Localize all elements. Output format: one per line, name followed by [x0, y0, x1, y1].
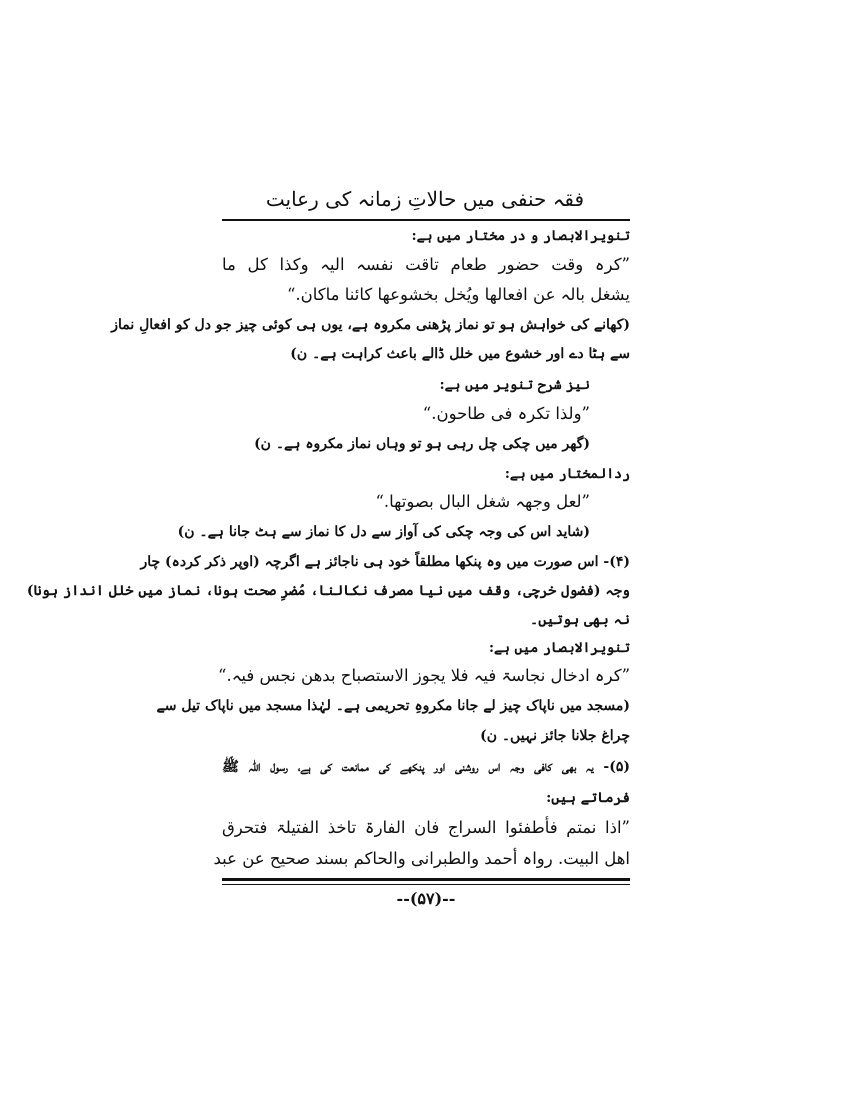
source-heading: نیز شرح تنویر میں ہے:	[439, 377, 590, 393]
arabic-hadith-line: ”اذا نمتم فأطفئوا السراج فان الفارۃ تاخذ الفتیلۃ فتحرق	[222, 818, 630, 837]
urdu-translation-line: چراغ جلانا جائز نہیں۔ ن)	[480, 728, 630, 744]
numbered-paragraph-line: فرماتے ہیں:	[546, 790, 630, 806]
running-header: فقہ حنفی میں حالاتِ زمانہ کی رعایت	[265, 187, 585, 211]
urdu-translation-line: سے ہٹا دے اور خشوع میں خلل ڈالے باعث کراہت ہے۔ ن)	[290, 346, 630, 362]
source-heading: تنویرالابصار میں ہے:	[489, 640, 630, 656]
urdu-translation-line: (شاید اس کی وجہ چکی کی آواز سے دل کا نماز سے ہٹ جانا ہے۔ ن)	[177, 524, 590, 540]
arabic-quote-line: یشغل بالہ عن افعالھا ویُخل بخشوعھا کائنا ماکان.“	[286, 285, 630, 304]
footer-rule-bottom	[222, 884, 630, 885]
arabic-quote-line: ”کرہ وقت حضور طعام تاقت نفسہ الیہ وکذا کل ما	[222, 255, 630, 274]
footer-rule-top	[222, 878, 630, 881]
urdu-translation-line: (کھانے کی خواہش ہو تو نماز پڑھنی مکروہ ہے، یوں ہی کوئی چیز جو دل کو افعالِ نماز	[111, 317, 630, 333]
numbered-paragraph-line: وجہ (فضول خرچی، وقف میں نیا مصرف نکالنا، مُضرِ صحت ہونا، نماز میں خلل انداز ہونا)	[26, 583, 630, 599]
page-number: --(۵۷)--	[396, 889, 456, 908]
arabic-quote-line: ”لعل وجھہ شغل البال بصوتھا.“	[375, 492, 590, 511]
arabic-quote-line: ”ولذا تکرہ فی طاحون.“	[422, 404, 590, 423]
numbered-paragraph-line: (۵)- یہ بھی کافی وجہ اس روشنی اور پنکھے کی ممانعت کی ہے، رسول اللہ ﷺ	[222, 759, 630, 775]
source-heading: ردالمختار میں ہے:	[504, 466, 630, 482]
source-heading: تنویرالابصار و در مختار میں ہے:	[411, 228, 630, 244]
arabic-hadith-line: اھل البیت. رواہ أحمد والطبرانی والحاکم بسند صحیح عن عبد	[213, 849, 630, 868]
urdu-translation-line: (گھر میں چکی چل رہی ہو تو وہاں نماز مکروہ ہے۔ ن)	[254, 436, 590, 452]
header-rule	[222, 219, 630, 221]
urdu-translation-line: (مسجد میں ناپاک چیز لے جانا مکروہِ تحریمی ہے۔ لہٰذا مسجد میں ناپاک تیل سے	[156, 698, 630, 714]
numbered-paragraph-line: (۴)- اس صورت میں وہ پنکھا مطلقاً خود ہی ناجائز ہے اگرچہ (اوپر ذکر کردہ) چار	[140, 554, 630, 570]
numbered-paragraph-line: نہ بھی ہوتیں۔	[530, 612, 630, 628]
arabic-quote-line: ”کرہ ادخال نجاسۃ فیہ فلا یجوز الاستصباح بدھن نجس فیہ.“	[218, 666, 630, 685]
